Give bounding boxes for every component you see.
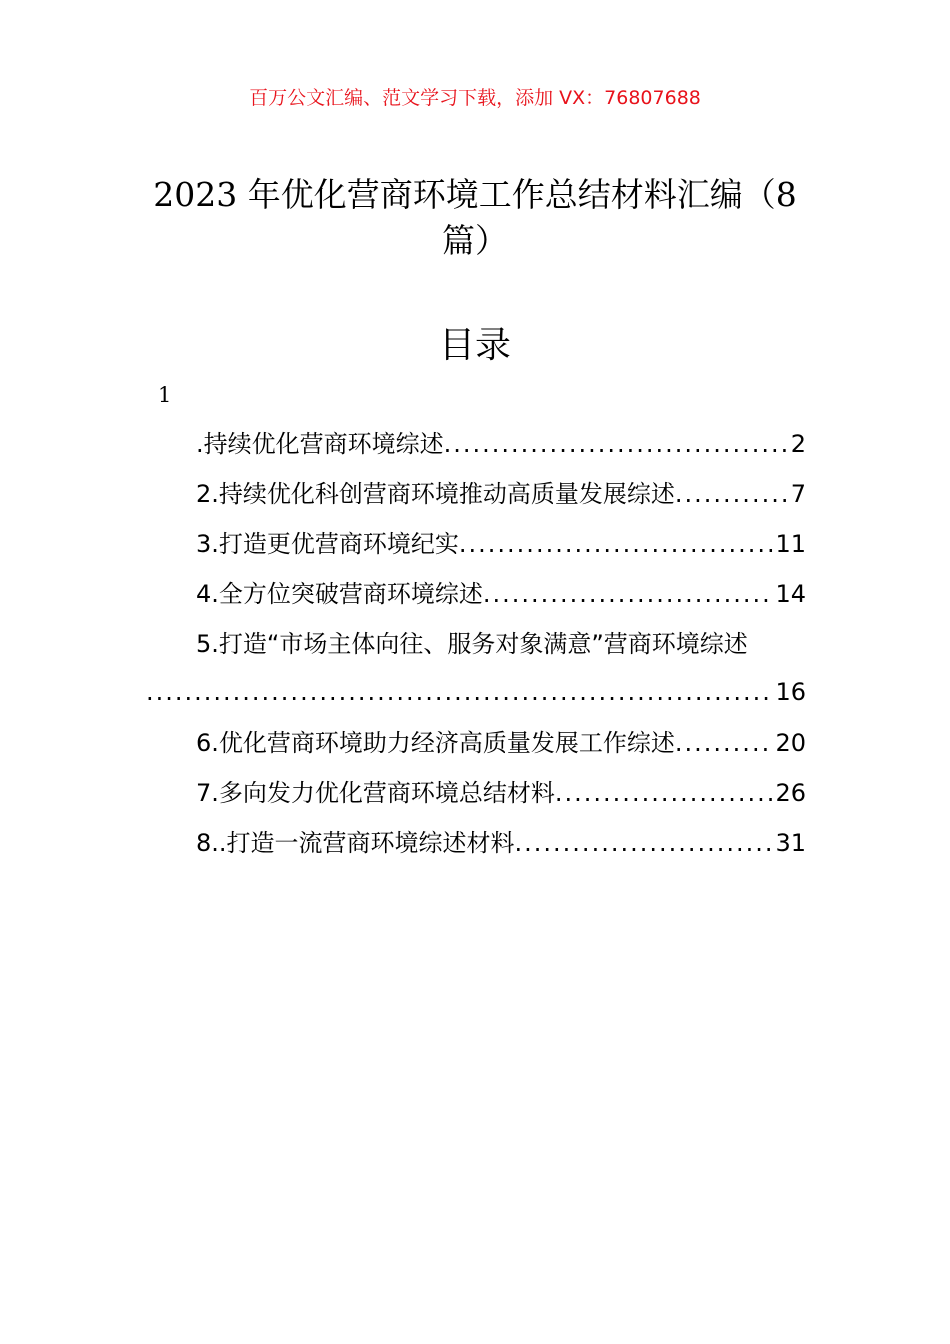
toc-entry-page: 7 xyxy=(790,480,806,508)
toc-leader-dots xyxy=(675,723,774,763)
toc-entry-page: 11 xyxy=(775,530,806,558)
toc-entry-7[interactable] xyxy=(196,773,806,813)
toc-leader-dots xyxy=(146,672,773,712)
toc-entry-3[interactable] xyxy=(196,524,806,564)
toc-entry-5-continuation[interactable] xyxy=(146,672,806,712)
toc-leader-dots xyxy=(555,773,774,813)
toc-entry-page: 31 xyxy=(775,829,806,857)
toc-entry-1[interactable] xyxy=(196,424,806,464)
toc-leader-dots xyxy=(675,474,789,514)
toc-entry-label: 5.打造“市场主体向往、服务对象满意”营商环境综述 xyxy=(196,630,748,658)
toc-entry-6[interactable] xyxy=(196,723,806,763)
toc-entry-label: .持续优化营商环境综述 xyxy=(196,430,444,458)
toc-leader-dots xyxy=(459,524,774,564)
toc-leader-dots xyxy=(515,823,774,863)
toc-entry-page: 2 xyxy=(790,430,806,458)
toc-entry-2[interactable] xyxy=(196,474,806,514)
toc-entry-4[interactable] xyxy=(196,574,806,614)
page-marker-number: 1 xyxy=(158,383,172,407)
toc-entry-label: 7.多向发力优化营商环境总结材料 xyxy=(196,779,555,807)
toc-leader-dots xyxy=(444,424,789,464)
toc-entry-label: 8..打造一流营商环境综述材料 xyxy=(196,829,515,857)
toc-entry-page: 20 xyxy=(775,729,806,757)
document-title: 2023 年优化营商环境工作总结材料汇编（8 篇） xyxy=(153,175,797,260)
toc-entry-page: 16 xyxy=(775,678,806,706)
toc-entry-page: 26 xyxy=(775,779,806,807)
toc-leader-dots xyxy=(483,574,774,614)
toc-heading: 目录 xyxy=(438,325,511,366)
promo-header: 百万公文汇编、范文学习下载，添加 VX：76807688 xyxy=(249,87,701,109)
toc-entry-8[interactable] xyxy=(196,823,806,863)
toc-entry-page: 14 xyxy=(775,580,806,608)
toc-entry-5[interactable] xyxy=(196,624,806,664)
toc-entry-label: 2.持续优化科创营商环境推动高质量发展综述 xyxy=(196,480,675,508)
toc-entry-label: 6.优化营商环境助力经济高质量发展工作综述 xyxy=(196,729,675,757)
toc-entry-label: 3.打造更优营商环境纪实 xyxy=(196,530,459,558)
toc-entry-label: 4.全方位突破营商环境综述 xyxy=(196,580,483,608)
